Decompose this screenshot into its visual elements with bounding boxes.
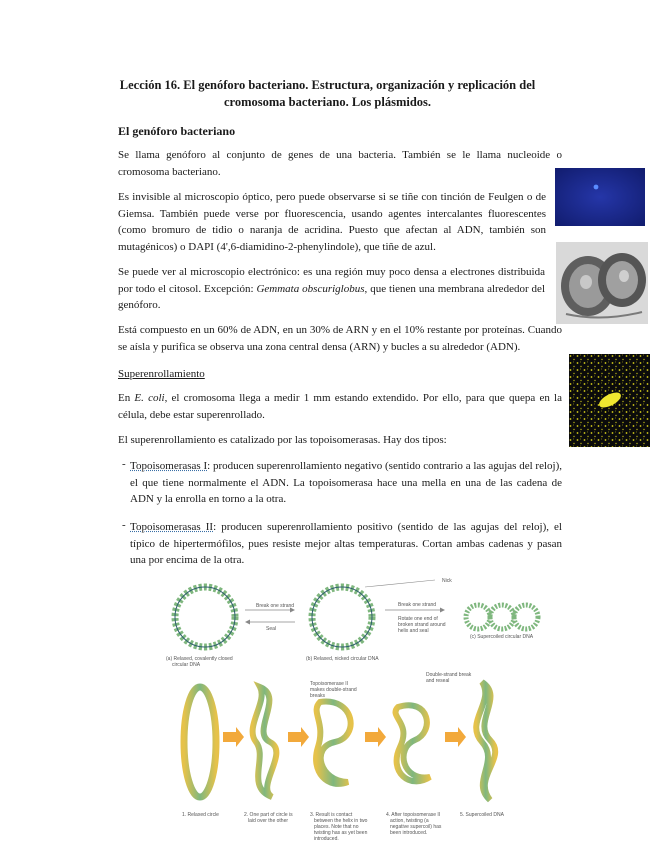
step-4-line-1: 4. After topoisomerase II: [386, 812, 441, 818]
ecoli-text-start: En: [118, 392, 135, 404]
label-topo-3: breaks: [310, 693, 326, 699]
dapi-stained-nucleoid: [594, 185, 599, 190]
arrow-stage-2-to-3: [288, 727, 309, 747]
arrow-seal-head: [245, 620, 250, 625]
page-title: [90, 77, 565, 111]
title-line-2: cromosoma bacteriano. Los plásmidos.: [223, 95, 432, 109]
label-topo-1: Topoisomerase II: [310, 681, 349, 687]
paragraph-ecoli: [118, 390, 562, 423]
step-3-line-3: places. Note that no: [314, 824, 359, 830]
supercoiled-circular-dna: [466, 605, 538, 629]
electron-micrograph-image: [556, 242, 648, 324]
nicked-circle-strand: [312, 587, 372, 647]
step-2-line-2: laid over the other: [248, 818, 289, 824]
step-3-line-1: 3. Result is contact: [310, 812, 353, 818]
gemmata-species-name: Gemmata obscuriglobus: [256, 282, 365, 295]
section-heading-genoforo: El genóforo bacteriano: [118, 124, 236, 138]
step-4-line-4: been introduced.: [390, 830, 428, 836]
ecoli-text-end: , el cromosoma llega a medir 1 mm estando extendido. Por ello, para que quepa en la célula, debe estar superenrollado.: [118, 392, 562, 421]
list-item-topoisomerase-2: [130, 519, 562, 569]
topoisomerase-1-text: : producen superenrollamiento negativo (sentido contrario a las agujas del reloj), el que tiene normalmente el ADN. La topoisomerasa hace una mella en una de las cadena de ADN y la enrolla en torno a la otra.: [130, 460, 562, 505]
paragraph-electron-microscope: [118, 264, 545, 314]
label-seal: Seal: [266, 626, 277, 632]
ecoli-fluorescence-image: [569, 354, 650, 447]
dna-supercoiling-figure: [160, 572, 560, 842]
label-dsb-2: and reseal: [426, 678, 450, 684]
paragraph-staining: Es invisible al microscopio óptico, pero puede observarse si se tiñe con tinción de Feulgen o de Giemsa. También puede verse por fluorescencia, usando agentes intercalantes fluorescentes (como bromuro de tidio o naranja de acridina. Puesto que afectan al ADN, también son mutagénicos) o DAPI (4',6-diamidino-2-phenylindole), que tiñe de azul.: [118, 191, 546, 253]
label-break-one-strand-2: Break one strand: [398, 602, 437, 608]
paragraph-definition: Se llama genóforo al conjunto de genes de una bacteria. También se le llama nucleoide o cromosoma bacteriano.: [118, 149, 562, 178]
relaxed-circle-strand: [175, 587, 235, 647]
stage-2-folded-ribbon: [253, 687, 277, 797]
ecoli-species-name: E. coli: [134, 392, 165, 404]
topoisomerase-2-text: : producen superenrollamiento positivo (sentido de las agujas del reloj), el típico de hipertermófilos, pues resiste mejor altas temperaturas. Cortan ambas cadenas y pasan una por encima de la otra.: [130, 521, 562, 566]
dapi-fluorescence-image: [555, 168, 645, 226]
label-topo-2: makes double-strand: [310, 687, 357, 693]
topoisomerase-1-term: Topoisomerasas I: [130, 460, 208, 472]
label-nick: Nick: [442, 578, 452, 584]
caption-a-line-2: circular DNA: [172, 662, 201, 668]
label-rotate-1: Rotate one end of: [398, 616, 438, 622]
label-break-one-strand-1: Break one strand: [256, 603, 295, 609]
caption-a-line-1: (a) Relaxed, covalently closed: [166, 656, 233, 662]
em-text-end: , que tienen una membrana alrededor del genóforo.: [118, 282, 546, 311]
list-bullet-2: -: [122, 519, 126, 531]
step-4-line-2: action, twisting (a: [390, 818, 429, 824]
arrow-break-one-strand-2-head: [440, 608, 445, 613]
em-text-start: Se puede ver al microscopio electrónico: es una región muy poco densa a electrones distribuida por todo el citosol. Excepción:: [118, 266, 545, 295]
step-4-line-3: negative supercoil) has: [390, 824, 442, 830]
arrow-stage-1-to-2: [223, 727, 244, 747]
title-line-1: Lección 16. El genóforo bacteriano. Estructura, organización y replicación del: [119, 78, 536, 92]
step-1-label: 1. Relaxed circle: [182, 812, 219, 818]
section-heading-superenrollamiento: Superenrollamiento: [118, 368, 205, 380]
list-bullet-1: -: [122, 458, 126, 470]
label-rotate-2: broken strand around: [398, 622, 446, 628]
step-3-line-2: between the helix in two: [314, 818, 368, 824]
topoisomerase-2-term: Topoisomerasas II: [130, 521, 214, 533]
label-dsb-1: Double-strand break: [426, 672, 472, 678]
nick-pointer: [365, 580, 435, 587]
step-2-line-1: 2. One part of circle is: [244, 812, 293, 818]
step-3-line-4: twisting has as yet been: [314, 830, 368, 836]
stage-1-relaxed-ribbon: [184, 687, 216, 797]
arrow-stage-3-to-4: [365, 727, 386, 747]
stage-5-supercoiled-ribbon: [476, 682, 495, 800]
arrow-stage-4-to-5: [445, 727, 466, 747]
caption-b: (b) Relaxed, nicked circular DNA: [306, 656, 379, 662]
label-rotate-3: helix and seal: [398, 628, 429, 634]
caption-c: (c) Supercoiled circular DNA: [470, 634, 534, 640]
paragraph-composition: Está compuesto en un 60% de ADN, en un 30% de ARN y en el 10% restante por proteínas. Cuando se aísla y purifica se observa una zona central densa (ARN) y bucles a su alrededor (ADN).: [118, 324, 562, 353]
step-5-label: 5. Supercoiled DNA: [460, 812, 504, 818]
list-item-topoisomerase-1: [130, 458, 562, 508]
stage-4-twisted-ribbon: [395, 705, 430, 781]
stage-3-contact-ribbon: [316, 702, 351, 784]
paragraph-topoisomerases: El superenrollamiento es catalizado por las topoisomerasas. Hay dos tipos:: [118, 434, 447, 446]
step-3-line-5: introduced.: [314, 836, 339, 842]
